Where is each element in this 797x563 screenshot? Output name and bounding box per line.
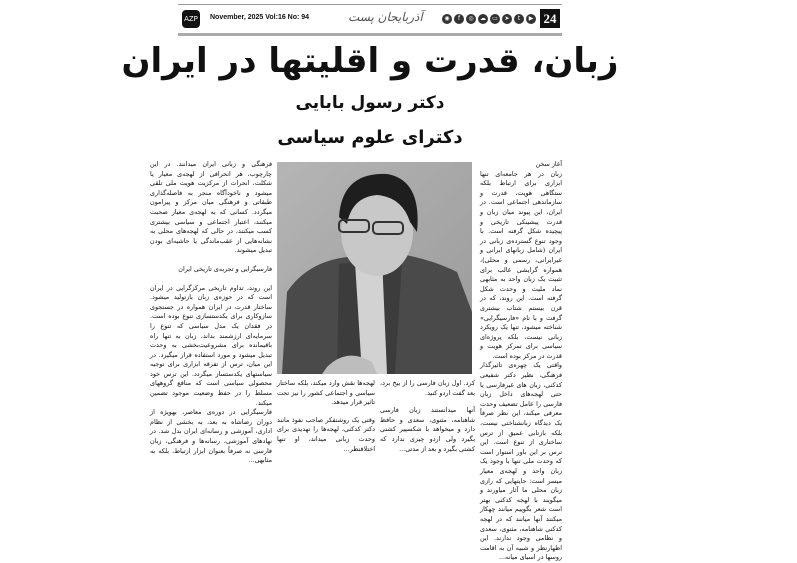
paragraph: زبان در هر جامعه‌ای تنها ابزاری برای ارتباط بلکه ستگاهی هویت، قدرت و سازماندهی اجتماعی است. در ایران، این پیوند میان زبان و قدرت پیشینکی تاریخی و پیچیده شکل گرفته است. با وجود تنوع گسترده‌ی زبانی در ایران (شامل زبانهای ایرانی و غیرایرانی، رسمی و محلی)، همواره گرایشی غالب برای تثبیت یک زبان واحد به مثابهی نماد ملیت و وحدت شکل گرفته است. این روند، که در قرن بیستم شتاب بیشتری گرفت و با نام «فارسیگرایی» شناخته میشود، تنها یک رویکرد زبانی نیست، بلکه پروژه‌ای سیاسی برای تمرکز هویت و قدرت در مرکز بوده است.	[480, 169, 562, 360]
left-column	[150, 160, 272, 465]
publication-logo: AZP	[182, 10, 200, 28]
caption-right	[380, 379, 475, 462]
brand-name: آذربایجان پست	[348, 10, 423, 24]
telegram-icon[interactable]: ➤	[502, 14, 512, 24]
paragraph: این روند، تداوم تاریخی مرکزگرایی در ایران است که در حوزه‌ی زبان بازتولید میشود. ساختار قدرت در ایران همواره در جستجوی سازوکاری برای یکدستسازی تنوع بوده است. در فقدان یک مدل سیاسی که تنوع را سرمایه‌ای ارزشمند بداند، زبان به تنها راه باقیمانده برای مشروعیت‌بخشی به وحدت تبدیل میشود و مورد استفاده قرار میگیرد. در این میان، ترس از تفرقه ابزاری برای توجیه سیاستهای یکدستساز میگردد. این ترس خود محصولی سیاسی است که منافع گروههای مسلط را در حفظ وضعیت موجود تضمین میکند.	[150, 283, 272, 407]
caption-left	[277, 379, 375, 462]
paragraph: فرهنگی و زبانی ایران میدانند. در این چارچوب، هر انحرافی از لهجه‌ی معیار یا شکلت، انحرات از مرکزیت هویت ملی تلقی میشود و ناخودآگاه منجر به فاصله‌گذاری طبقاتی و فرهنگی میان مرکز و پیرامون میگردد. کسانی که به لهجه‌ی معیار صحبت میکنند، اعتبار اجتماعی و سیاسی بیشتری کسب میکنند، در حالی که لهجه‌های محلی به نشانه‌هایی از عقب‌ماندگی یا حاشیه‌ای بودن تبدیل میشوند.	[150, 160, 272, 255]
paragraph: وقتی یک روشنفکر صاحب نفوذ مانند دکتر کدکنی، لهجه‌ها را تهدیدی برای وحدت زبانی میداند، او تنها اختلافنظر...	[277, 415, 375, 453]
section-heading: فارسیگرایی و تجربه‌ی تاریخی ایران	[178, 264, 272, 273]
paragraph: لهجه‌ها نقش وارد میکند، بلکه ساختار سیاسی و اجتماعی کشور را نیز تحت تاثیر قرار میدهد.	[277, 379, 375, 407]
instagram-icon[interactable]: ◎	[466, 14, 476, 24]
page-header	[178, 4, 562, 36]
play-icon[interactable]: ▶	[526, 14, 536, 24]
youtube-icon[interactable]: ▭	[490, 14, 500, 24]
soundcloud-icon[interactable]: ☁	[480, 15, 486, 22]
author-title: دکترای علوم سیاسی	[277, 127, 463, 148]
facebook-icon[interactable]: f	[454, 14, 464, 24]
social-icons	[442, 14, 536, 24]
article-author: دکتر رسول بابایی	[295, 93, 445, 113]
paragraph: فارسیگرایی در دوره‌ی معاصر، بهویژه از دوران رضاشاه به بعد، به بخشی از نظام اداری، آموزشی و رسانه‌ای ایران بدل شد. در نهادهای آموزشی، رسانه‌ها و فرهنگی، زبان فارسی نه صرفاً بعنوان ابزار ارتباط، بلکه به مثابهی...	[150, 408, 272, 465]
twitter-icon[interactable]: t	[514, 14, 524, 24]
paragraph: کرد. اول زبان فارسی را از بیخ برد، بعد گفت اردو کنید.	[380, 379, 475, 397]
section-heading: آغاز سخن	[535, 160, 562, 168]
author-photo	[277, 162, 472, 374]
paragraph: آنها میدانستند زبان فارسی شاهنامه، مثنوی، سعدی و حافظ دارد و میخواهد با شکسپیر کشتی بگیرد ولی اردو چیزی ندارد که کشتی بگیرد و بعد از مدتی...	[380, 406, 475, 453]
paragraph: واقتی یک چهره‌ی تاثیرگذار فرهنگی، نظیر دکتر شفیعی کدکنی، زبان های غیرفارسی یا حتی لهجه‌های داخل زبان فارسی را عامل تضعیف وحدت معرفی میکند، این نظر صرفاً یک دیدگاه زبانشناختی نیست، بلکه بازتابی عمیق از ترس ساختاری از تنوع است. این ترس بر این باور استوار است که وحدت ملی تنها با وجود یک زبان واحد و لهجه‌ی معیار میسر است: جایتهایی که رازی زبان محلی ما آثار میاورند و میگویند با لهجه کدکنی بهتر است شعر بگوییم میانند چهکار میکنند آنها میانند که در لهجه کدکنی شاهنامه، مثنوی، سعدی و نظامی وجود ندارند. این اظهارنظر و شبیه آن به اقامت روسها در اسیای میانه...	[480, 361, 562, 562]
rss-icon[interactable]: ◉	[442, 14, 452, 24]
right-column	[480, 160, 562, 562]
issue-info: November, 2025 Vol:16 No: 94	[210, 14, 310, 21]
page-number: 24	[540, 9, 560, 28]
article-title: زبان، قدرت و اقلیتها در ایران	[121, 41, 619, 81]
